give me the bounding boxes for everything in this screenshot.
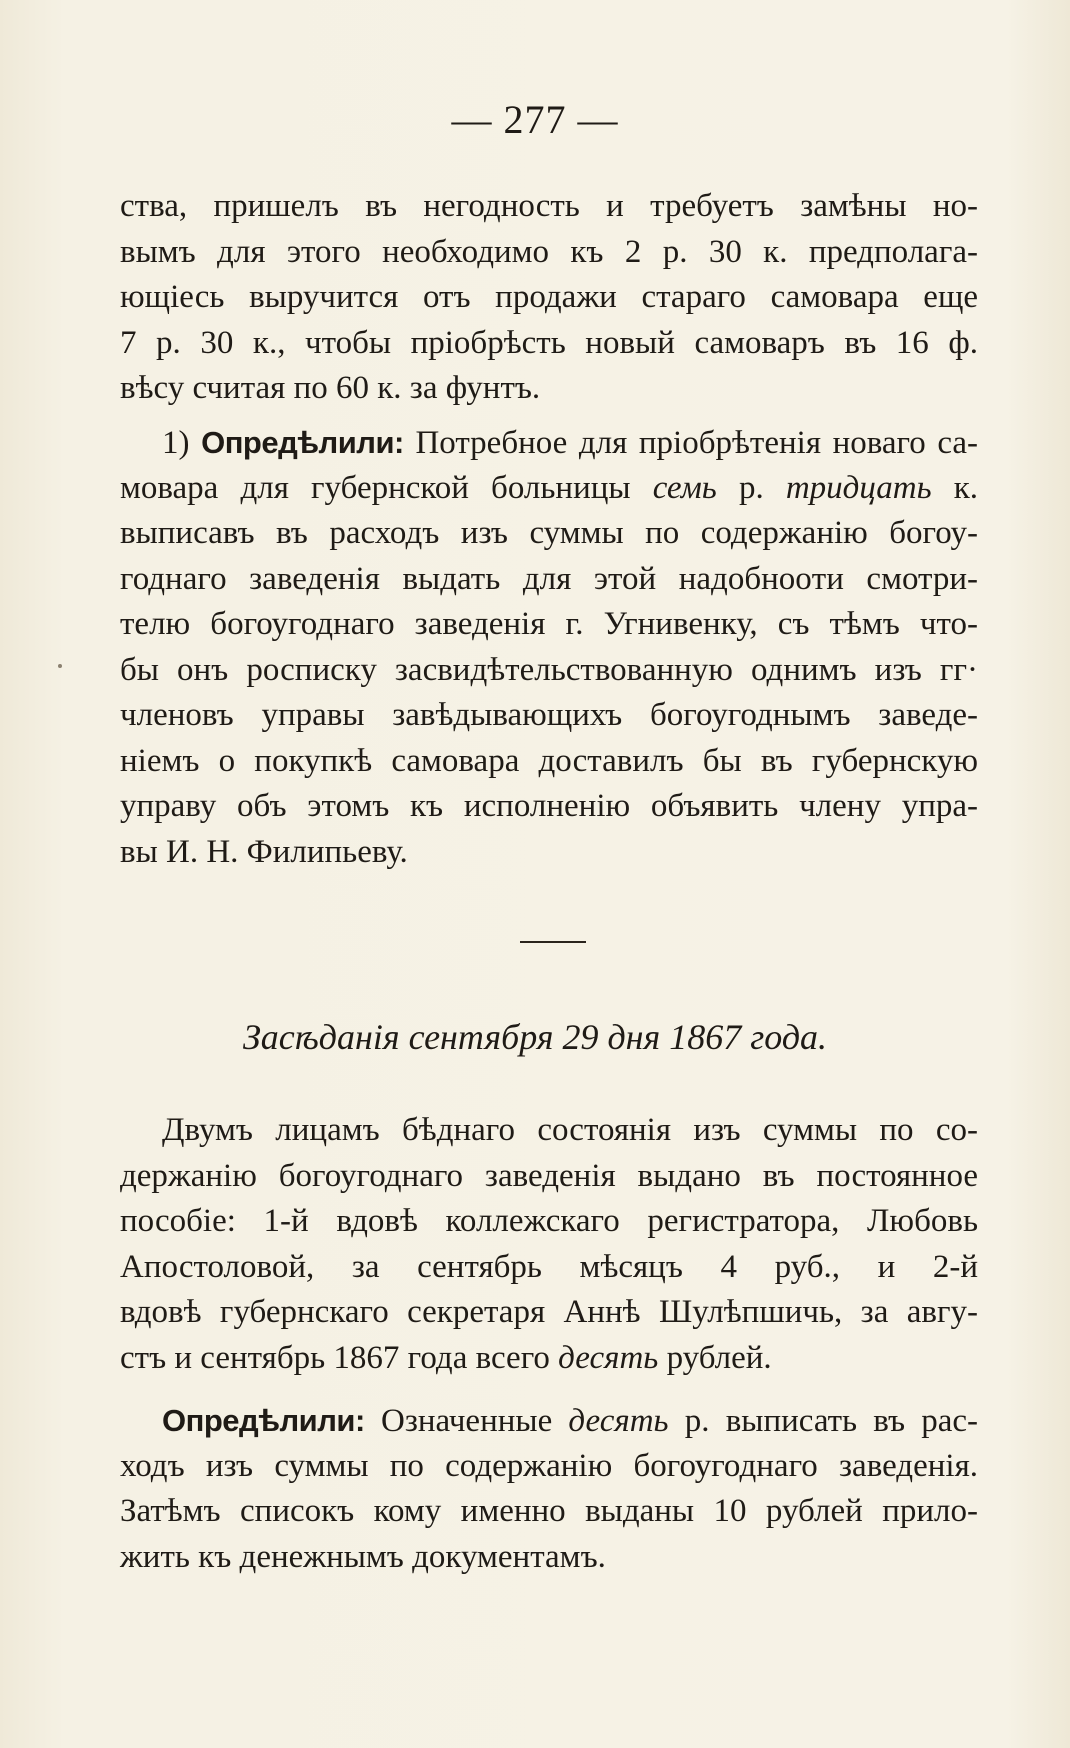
text-line: членовъ управы завѣдывающихъ богоугоднымъ заведе- — [120, 697, 978, 733]
text-line: ющіесь выручится отъ продажи стараго самовара еще — [120, 279, 978, 315]
text-line: бы онъ росписку засвидѣтельствованную однимъ изъ гг· — [120, 651, 978, 688]
paragraph-continuation — [120, 184, 978, 412]
session-heading: Засѣданія сентября 29 дня 1867 года. — [242, 1017, 828, 1057]
text-fragment: стъ и сентябрь 1867 года всего — [120, 1339, 550, 1376]
text-line: выписавъ въ расходъ изъ суммы по содержанію богоу- — [120, 515, 978, 551]
item-number: 1) — [162, 425, 190, 461]
text-fragment: р. — [738, 469, 764, 506]
text-line: годнаго заведенія выдать для этой надобноoти смотри- — [120, 560, 978, 597]
text-line — [120, 1336, 978, 1382]
text-line: ніемъ о покупкѣ самовара доставилъ бы въ губернскую — [120, 742, 978, 779]
report-paragraph — [120, 1108, 978, 1381]
text-line: пособіе: 1-й вдовѣ коллежскаго регистратора, Любовь — [120, 1203, 978, 1239]
text-line: телю богоугоднаго заведенія г. Угнивенку, съ тѣмъ что- — [120, 606, 978, 642]
text-fragment: рублей. — [666, 1339, 772, 1376]
amount-italic: тридцать — [785, 469, 932, 506]
text-line: ства, пришелъ въ негодность и требуетъ замѣны но- — [120, 188, 978, 224]
text-fragment: Потребное для пріобрѣтенія новаго са- — [415, 425, 979, 461]
amount-italic: десять — [558, 1339, 659, 1376]
text-line: Апостоловой, за сентябрь мѣсяцъ 4 руб., и 2-й — [120, 1248, 978, 1285]
resolution-label: Опредѣлили: — [162, 1403, 365, 1438]
text-line: жить къ денежнымъ документамъ. — [120, 1538, 606, 1575]
text-line: Двумъ лицамъ бѣднаго состоянія изъ суммы по со- — [162, 1112, 978, 1148]
text-line: держанію богоугоднаго заведенія выдано въ постоянное — [120, 1157, 978, 1194]
text-line — [120, 466, 978, 512]
text-fragment: мовара для губернской больницы — [120, 469, 631, 506]
text-fragment: к. — [953, 469, 979, 506]
text-line — [120, 420, 978, 466]
text-line: вдовѣ губернскаго секретаря Аннѣ Шулѣпшичь, за авгу- — [120, 1294, 978, 1330]
resolution-label: Опредѣлили: — [201, 425, 404, 460]
amount-italic: десять — [568, 1403, 669, 1439]
text-line: вымъ для этого необходимо къ 2 р. 30 к. предполага- — [120, 233, 978, 270]
text-line — [120, 1398, 978, 1444]
page-number: — 277 — — [451, 97, 619, 142]
text-line: ходъ изъ суммы по содержанію богоугоднаго заведенія. — [120, 1447, 978, 1484]
text-line: Затѣмъ списокъ кому именно выданы 10 рублей прило- — [120, 1493, 978, 1529]
resolution-paragraph-2 — [120, 1398, 978, 1580]
text-line: вѣсу считая по 60 к. за фунтъ. — [120, 370, 541, 406]
text-line: 7 р. 30 к., чтобы пріобрѣсть новый самоваръ въ 16 ф. — [120, 324, 978, 361]
paper-speck — [58, 664, 62, 668]
text-fragment: р. выписать въ рас- — [684, 1403, 979, 1439]
amount-italic: семь — [652, 469, 717, 506]
section-divider — [520, 941, 586, 943]
text-line: управу объ этомъ къ исполненію объявить члену упра- — [120, 788, 978, 824]
resolution-paragraph-1 — [120, 420, 978, 875]
text-line: вы И. Н. Филипьеву. — [120, 833, 408, 870]
text-fragment: Означенные — [380, 1403, 553, 1439]
